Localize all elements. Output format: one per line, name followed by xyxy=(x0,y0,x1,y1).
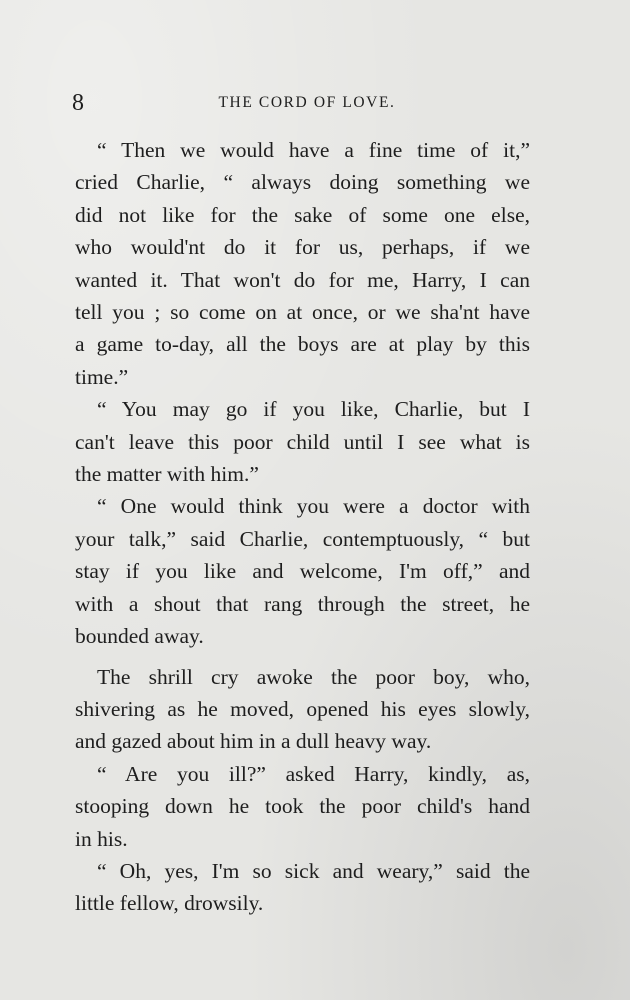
text-line: shivering as he moved, opened his eyes slowly, xyxy=(75,696,530,721)
text-line: wanted it. That won't do for me, Harry, I can xyxy=(75,267,530,292)
text-line: the matter with him.” xyxy=(75,462,259,487)
paragraph xyxy=(75,855,530,920)
text-line: bounded away. xyxy=(75,624,204,649)
paragraph xyxy=(75,758,530,855)
text-line: “ You may go if you like, Charlie, but I xyxy=(97,397,530,422)
text-line: time.” xyxy=(75,364,129,389)
text-line: and gazed about him in a dull heavy way. xyxy=(75,729,432,754)
paragraph xyxy=(75,661,530,758)
text-line: did not like for the sake of some one else, xyxy=(75,202,530,227)
text-line: stooping down he took the poor child's hand xyxy=(75,794,530,819)
running-title: THE CORD OF LOVE. xyxy=(218,94,396,111)
text-line: who would'nt do it for us, perhaps, if we xyxy=(75,235,530,260)
text-line: “ Then we would have a fine time of it,” xyxy=(97,138,530,162)
paragraph xyxy=(75,490,530,652)
paragraph xyxy=(75,134,530,393)
text-line: stay if you like and welcome, I'm off,” and xyxy=(75,559,530,584)
body-text xyxy=(75,134,530,920)
text-line: “ Oh, yes, I'm so sick and weary,” said the xyxy=(97,858,530,883)
paragraph xyxy=(75,393,530,490)
text-line: in his. xyxy=(75,826,128,851)
text-line: “ One would think you were a doctor with xyxy=(97,494,530,519)
page-number: 8 xyxy=(72,90,84,116)
text-line: The shrill cry awoke the poor boy, who, xyxy=(97,664,530,689)
text-line: your talk,” said Charlie, contemptuously, “ but xyxy=(75,526,530,551)
text-line: a game to-day, all the boys are at play by this xyxy=(75,332,530,357)
text-line: little fellow, drowsily. xyxy=(75,891,264,916)
text-line: with a shout that rang through the street, he xyxy=(75,591,530,616)
page-header xyxy=(72,88,542,118)
text-line: cried Charlie, “ always doing something we xyxy=(75,170,530,195)
text-line: can't leave this poor child until I see what is xyxy=(75,429,530,454)
text-line: “ Are you ill?” asked Harry, kindly, as, xyxy=(97,761,530,786)
text-line: tell you ; so come on at once, or we sha'nt have xyxy=(75,300,530,325)
